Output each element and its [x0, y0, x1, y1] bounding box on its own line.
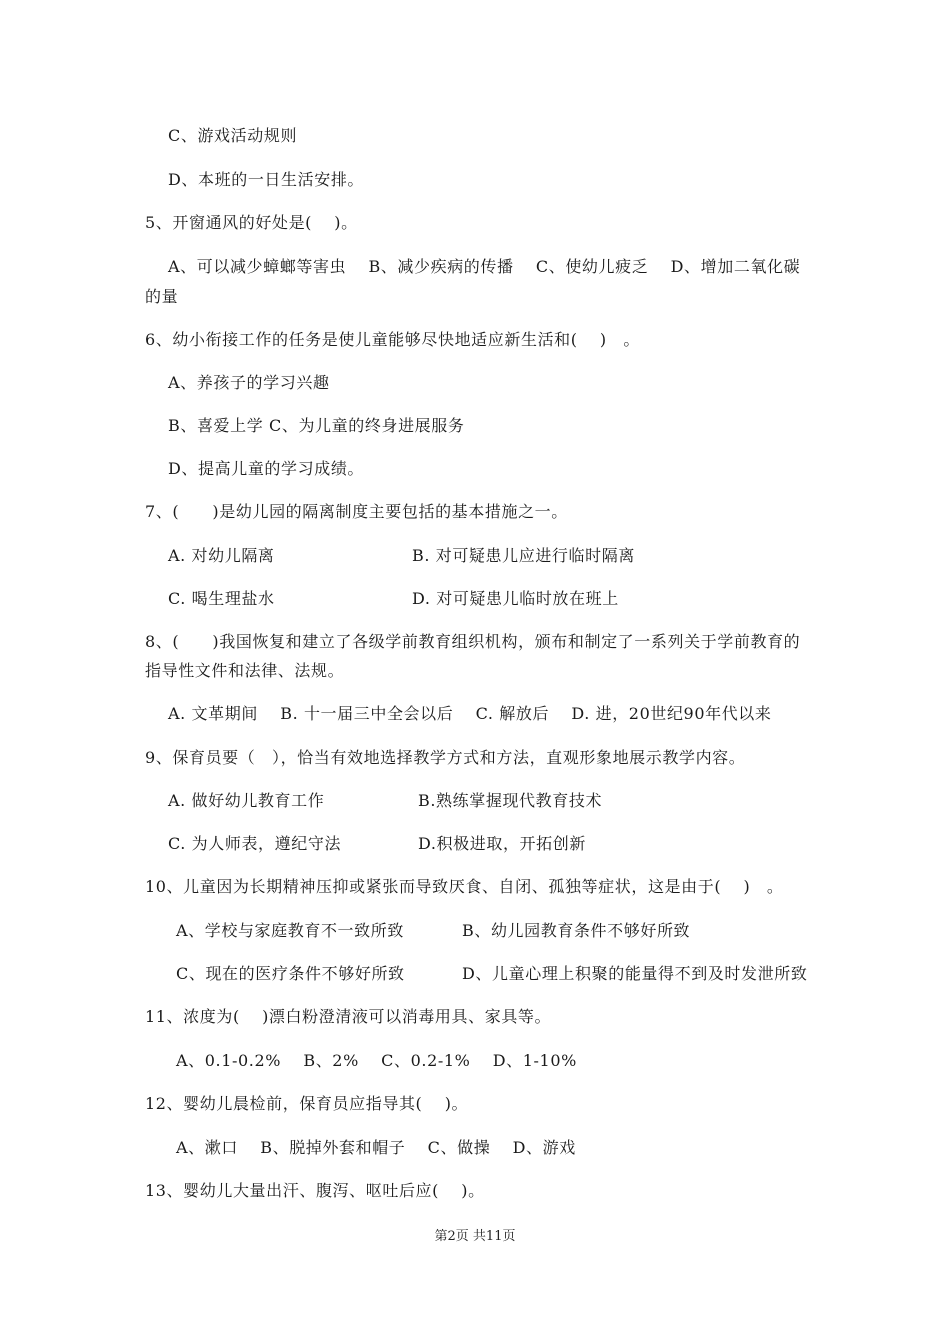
options-q5: A、可以减少蟑螂等害虫 B、减少疾病的传播 C、使幼儿疲乏 D、增加二氧化碳	[168, 257, 801, 276]
question-5: 5、开窗通风的好处是( )。	[145, 213, 358, 232]
option-d-q9: D.积极进取，开拓创新	[418, 834, 586, 853]
option-c-q9: C. 为人师表，遵纪守法	[168, 834, 342, 853]
question-8: 8、( )我国恢复和建立了各级学前教育组织机构，颁布和制定了一系列关于学前教育的	[145, 632, 801, 651]
question-9: 9、保育员要（ ），恰当有效地选择教学方式和方法，直观形象地展示教学内容。	[145, 748, 746, 767]
page-footer: 第2页 共11页	[434, 1229, 516, 1244]
question-7: 7、( )是幼儿园的隔离制度主要包括的基本措施之一。	[145, 502, 568, 521]
options-q12: A、漱口 B、脱掉外套和帽子 C、做操 D、游戏	[176, 1138, 576, 1157]
option-c-q4: C、游戏活动规则	[168, 126, 298, 145]
question-8-cont: 指导性文件和法律、法规。	[145, 661, 345, 680]
option-a-q6: A、养孩子的学习兴趣	[168, 373, 330, 392]
option-d-q4: D、本班的一日生活安排。	[168, 170, 365, 189]
question-13: 13、婴幼儿大量出汗、腹泻、呕吐后应( )。	[145, 1181, 485, 1200]
question-10: 10、儿童因为长期精神压抑或紧张而导致厌食、自闭、孤独等症状，这是由于( ) 。	[145, 877, 784, 896]
option-bc-q6: B、喜爱上学 C、为儿童的终身进展服务	[168, 416, 465, 435]
option-a-q9: A. 做好幼儿教育工作	[168, 791, 325, 810]
option-a-q10: A、学校与家庭教育不一致所致	[176, 921, 404, 940]
option-d-q7: D. 对可疑患儿临时放在班上	[412, 589, 619, 608]
options-q5-cont: 的量	[145, 287, 179, 306]
option-b-q7: B. 对可疑患儿应进行临时隔离	[412, 546, 635, 565]
option-c-q10: C、现在的医疗条件不够好所致	[176, 964, 405, 983]
option-c-q7: C. 喝生理盐水	[168, 589, 275, 608]
options-q11: A、0.1-0.2% B、2% C、0.2-1% D、1-10%	[176, 1051, 577, 1070]
option-d-q10: D、儿童心理上积聚的能量得不到及时发泄所致	[462, 964, 808, 983]
option-a-q7: A. 对幼儿隔离	[168, 546, 275, 565]
question-12: 12、婴幼儿晨检前，保育员应指导其( )。	[145, 1094, 469, 1113]
question-11: 11、浓度为( )漂白粉澄清液可以消毒用具、家具等。	[145, 1007, 552, 1026]
options-q8: A. 文革期间 B. 十一届三中全会以后 C. 解放后 D. 进，20世纪90年代以来	[168, 704, 772, 723]
option-b-q9: B.熟练掌握现代教育技术	[418, 791, 603, 810]
question-6: 6、幼小衔接工作的任务是使儿童能够尽快地适应新生活和( ) 。	[145, 330, 640, 349]
option-b-q10: B、幼儿园教育条件不够好所致	[462, 921, 691, 940]
option-d-q6: D、提高儿童的学习成绩。	[168, 459, 365, 478]
